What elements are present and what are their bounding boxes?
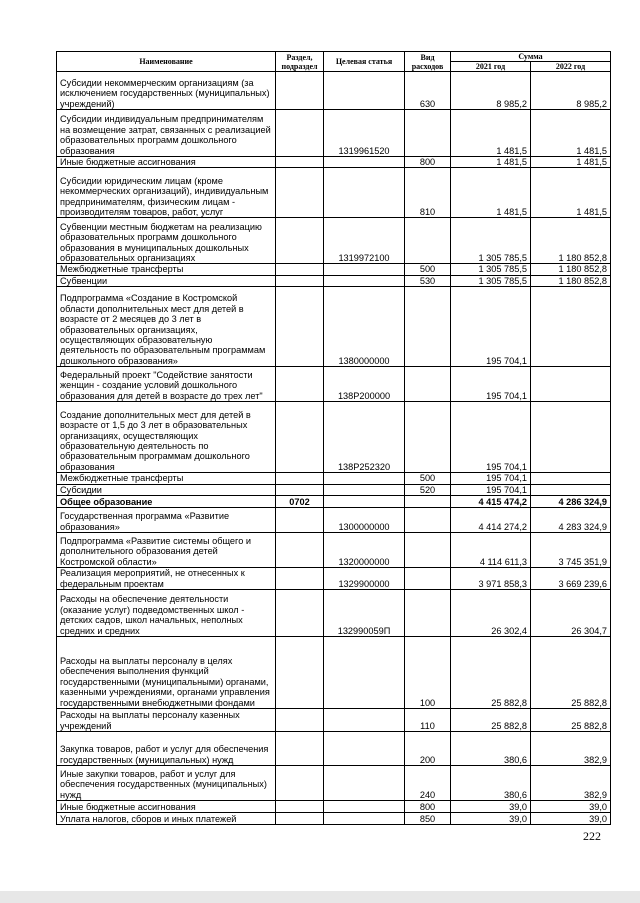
cell-target-code [324,637,405,709]
cell-name: Субсидии [57,484,276,495]
cell-sum-2022: 39,0 [531,801,611,813]
cell-target-code [324,275,405,286]
cell-sum-2022 [531,402,611,473]
cell-expense-type [405,590,451,637]
table-row [57,568,611,590]
cell-section [276,287,324,367]
cell-sum-2021: 25 882,8 [451,709,531,732]
table-row [57,168,611,218]
cell-section [276,637,324,709]
cell-sum-2022: 1 481,5 [531,157,611,168]
cell-sum-2022: 3 745 351,9 [531,533,611,568]
cell-target-code [324,473,405,484]
cell-sum-2021: 1 481,5 [451,110,531,157]
cell-sum-2022 [531,367,611,402]
cell-sum-2022: 4 283 324,9 [531,508,611,533]
cell-section: 0702 [276,496,324,508]
cell-name: Иные закупки товаров, работ и услуг для обеспечения государственных (муниципальных) нужд [57,766,276,801]
cell-section [276,157,324,168]
cell-expense-type: 500 [405,473,451,484]
header-target-code: Целевая статья [324,52,405,72]
header-sum: Сумма [451,52,611,62]
cell-sum-2022: 4 286 324,9 [531,496,611,508]
cell-expense-type: 530 [405,275,451,286]
cell-section [276,590,324,637]
cell-name: Субвенции [57,275,276,286]
cell-sum-2022 [531,473,611,484]
cell-name: Федеральный проект "Содействие занятости женщин - создание условий дошкольного образования для детей в возрасте до трех лет" [57,367,276,402]
cell-name: Субвенции местным бюджетам на реализацию образовательных программ дошкольного образования в муниципальных дошкольных образовательных организациях [57,218,276,264]
cell-section [276,732,324,766]
cell-name: Субсидии индивидуальным предпринимателям на возмещение затрат, связанных с реализацией образовательных программ дошкольного образования [57,110,276,157]
cell-section [276,766,324,801]
cell-section [276,218,324,264]
cell-section [276,264,324,275]
cell-sum-2022: 26 304,7 [531,590,611,637]
cell-name: Создание дополнительных мест для детей в возрасте от 1,5 до 3 лет в образовательных организациях, осуществляющих образовательную деятельность по образовательным программам дошкольного образования [57,402,276,473]
cell-target-code: 1319972100 [324,218,405,264]
cell-sum-2022: 1 481,5 [531,110,611,157]
cell-section [276,275,324,286]
cell-section [276,568,324,590]
cell-expense-type [405,533,451,568]
table-row [57,157,611,168]
cell-name: Реализация мероприятий, не отнесенных к федеральным проектам [57,568,276,590]
table-row [57,110,611,157]
cell-section [276,801,324,813]
cell-sum-2021: 1 305 785,5 [451,264,531,275]
cell-expense-type: 850 [405,813,451,825]
cell-sum-2022: 382,9 [531,766,611,801]
table-row [57,508,611,533]
cell-target-code: 1329900000 [324,568,405,590]
cell-section [276,813,324,825]
cell-section [276,508,324,533]
cell-expense-type [405,367,451,402]
cell-section [276,168,324,218]
cell-sum-2021: 1 305 785,5 [451,275,531,286]
cell-name: Субсидии некоммерческим организациям (за исключением государственных (муниципальных) учреждений) [57,72,276,110]
cell-sum-2021: 1 305 785,5 [451,218,531,264]
cell-target-code [324,264,405,275]
cell-expense-type [405,218,451,264]
cell-target-code: 1319961520 [324,110,405,157]
table-row [57,801,611,813]
cell-section [276,110,324,157]
table-row [57,484,611,495]
table-row [57,218,611,264]
cell-sum-2021: 4 415 474,2 [451,496,531,508]
cell-target-code: 1320000000 [324,533,405,568]
cell-target-code [324,157,405,168]
cell-name: Иные бюджетные ассигнования [57,157,276,168]
cell-sum-2021: 380,6 [451,732,531,766]
table-row [57,637,611,709]
table-row [57,732,611,766]
cell-sum-2022: 1 180 852,8 [531,275,611,286]
table-row [57,766,611,801]
cell-target-code [324,732,405,766]
cell-sum-2022: 1 481,5 [531,168,611,218]
cell-expense-type [405,287,451,367]
cell-sum-2022: 3 669 239,6 [531,568,611,590]
cell-sum-2021: 1 481,5 [451,157,531,168]
cell-name: Закупка товаров, работ и услуг для обеспечения государственных (муниципальных) нужд [57,732,276,766]
cell-name: Общее образование [57,496,276,508]
cell-sum-2022: 25 882,8 [531,637,611,709]
table-row [57,275,611,286]
cell-section [276,72,324,110]
cell-sum-2022 [531,484,611,495]
header-year-2022: 2022 год [531,62,611,72]
cell-sum-2021: 4 414 274,2 [451,508,531,533]
cell-name: Межбюджетные трансферты [57,473,276,484]
header-year-2021: 2021 год [451,62,531,72]
cell-section [276,367,324,402]
cell-sum-2022: 25 882,8 [531,709,611,732]
table-row [57,473,611,484]
cell-name: Субсидии юридическим лицам (кроме некоммерческих организаций), индивидуальным предпринимателям, физическим лицам - производителям товаров, работ, услуг [57,168,276,218]
header-expense-type: Вид расходов [405,52,451,72]
cell-sum-2022: 39,0 [531,813,611,825]
cell-expense-type: 630 [405,72,451,110]
cell-name: Расходы на выплаты персоналу казенных учреждений [57,709,276,732]
cell-section [276,709,324,732]
cell-sum-2021: 195 704,1 [451,367,531,402]
cell-target-code [324,766,405,801]
cell-expense-type: 800 [405,801,451,813]
cell-expense-type [405,110,451,157]
cell-name: Подпрограмма «Создание в Костромской области дополнительных мест для детей в возрасте от 2 месяцев до 3 лет в образовательных организациях, осуществляющих образовательную деятельность по образовательным программам дошкольного образования» [57,287,276,367]
cell-sum-2022: 1 180 852,8 [531,218,611,264]
cell-sum-2021: 380,6 [451,766,531,801]
cell-sum-2022: 382,9 [531,732,611,766]
cell-expense-type [405,402,451,473]
cell-sum-2021: 4 114 611,3 [451,533,531,568]
cell-target-code: 138P200000 [324,367,405,402]
cell-expense-type: 200 [405,732,451,766]
cell-target-code [324,813,405,825]
cell-target-code [324,709,405,732]
table-row [57,264,611,275]
cell-expense-type: 110 [405,709,451,732]
table-body [57,72,611,825]
cell-sum-2021: 39,0 [451,801,531,813]
cell-name: Иные бюджетные ассигнования [57,801,276,813]
cell-sum-2021: 1 481,5 [451,168,531,218]
cell-sum-2021: 195 704,1 [451,473,531,484]
table-row [57,402,611,473]
cell-target-code [324,72,405,110]
table-row [57,533,611,568]
cell-sum-2022 [531,287,611,367]
cell-name: Государственная программа «Развитие образования» [57,508,276,533]
cell-sum-2021: 195 704,1 [451,484,531,495]
cell-target-code [324,168,405,218]
cell-target-code [324,496,405,508]
cell-expense-type [405,508,451,533]
cell-name: Уплата налогов, сборов и иных платежей [57,813,276,825]
cell-expense-type: 810 [405,168,451,218]
cell-section [276,402,324,473]
cell-sum-2021: 26 302,4 [451,590,531,637]
cell-name: Расходы на выплаты персоналу в целях обеспечения выполнения функций государственными (муниципальными) органами, казенными учреждениями, органами управления государственными внебюджетными фондами [57,637,276,709]
budget-table [56,51,611,825]
cell-target-code: 132990059П [324,590,405,637]
page-number: 222 [583,829,601,843]
table-row [57,590,611,637]
cell-sum-2021: 195 704,1 [451,287,531,367]
table-row [57,287,611,367]
table-row [57,813,611,825]
cell-target-code: 138P252320 [324,402,405,473]
cell-target-code [324,801,405,813]
cell-expense-type: 800 [405,157,451,168]
cell-name: Расходы на обеспечение деятельности (оказание услуг) подведомственных школ - детских садов, школ начальных, неполных средних и средних [57,590,276,637]
cell-sum-2021: 39,0 [451,813,531,825]
header-name: Наименование [57,52,276,72]
cell-target-code: 1300000000 [324,508,405,533]
table-row [57,367,611,402]
cell-name: Межбюджетные трансферты [57,264,276,275]
cell-expense-type: 520 [405,484,451,495]
cell-sum-2021: 8 985,2 [451,72,531,110]
cell-target-code [324,484,405,495]
table-row [57,709,611,732]
table-row [57,496,611,508]
header-section: Раздел, подраздел [276,52,324,72]
cell-section [276,484,324,495]
cell-sum-2021: 3 971 858,3 [451,568,531,590]
table-header [57,52,611,72]
cell-name: Подпрограмма «Развитие системы общего и дополнительного образования детей Костромской области» [57,533,276,568]
cell-expense-type: 100 [405,637,451,709]
cell-section [276,533,324,568]
cell-target-code: 1380000000 [324,287,405,367]
cell-expense-type: 240 [405,766,451,801]
bottom-scan-strip [0,891,640,903]
cell-sum-2022: 1 180 852,8 [531,264,611,275]
cell-sum-2021: 195 704,1 [451,402,531,473]
cell-sum-2022: 8 985,2 [531,72,611,110]
cell-expense-type [405,496,451,508]
cell-expense-type [405,568,451,590]
cell-sum-2021: 25 882,8 [451,637,531,709]
cell-expense-type: 500 [405,264,451,275]
table-row [57,72,611,110]
cell-section [276,473,324,484]
